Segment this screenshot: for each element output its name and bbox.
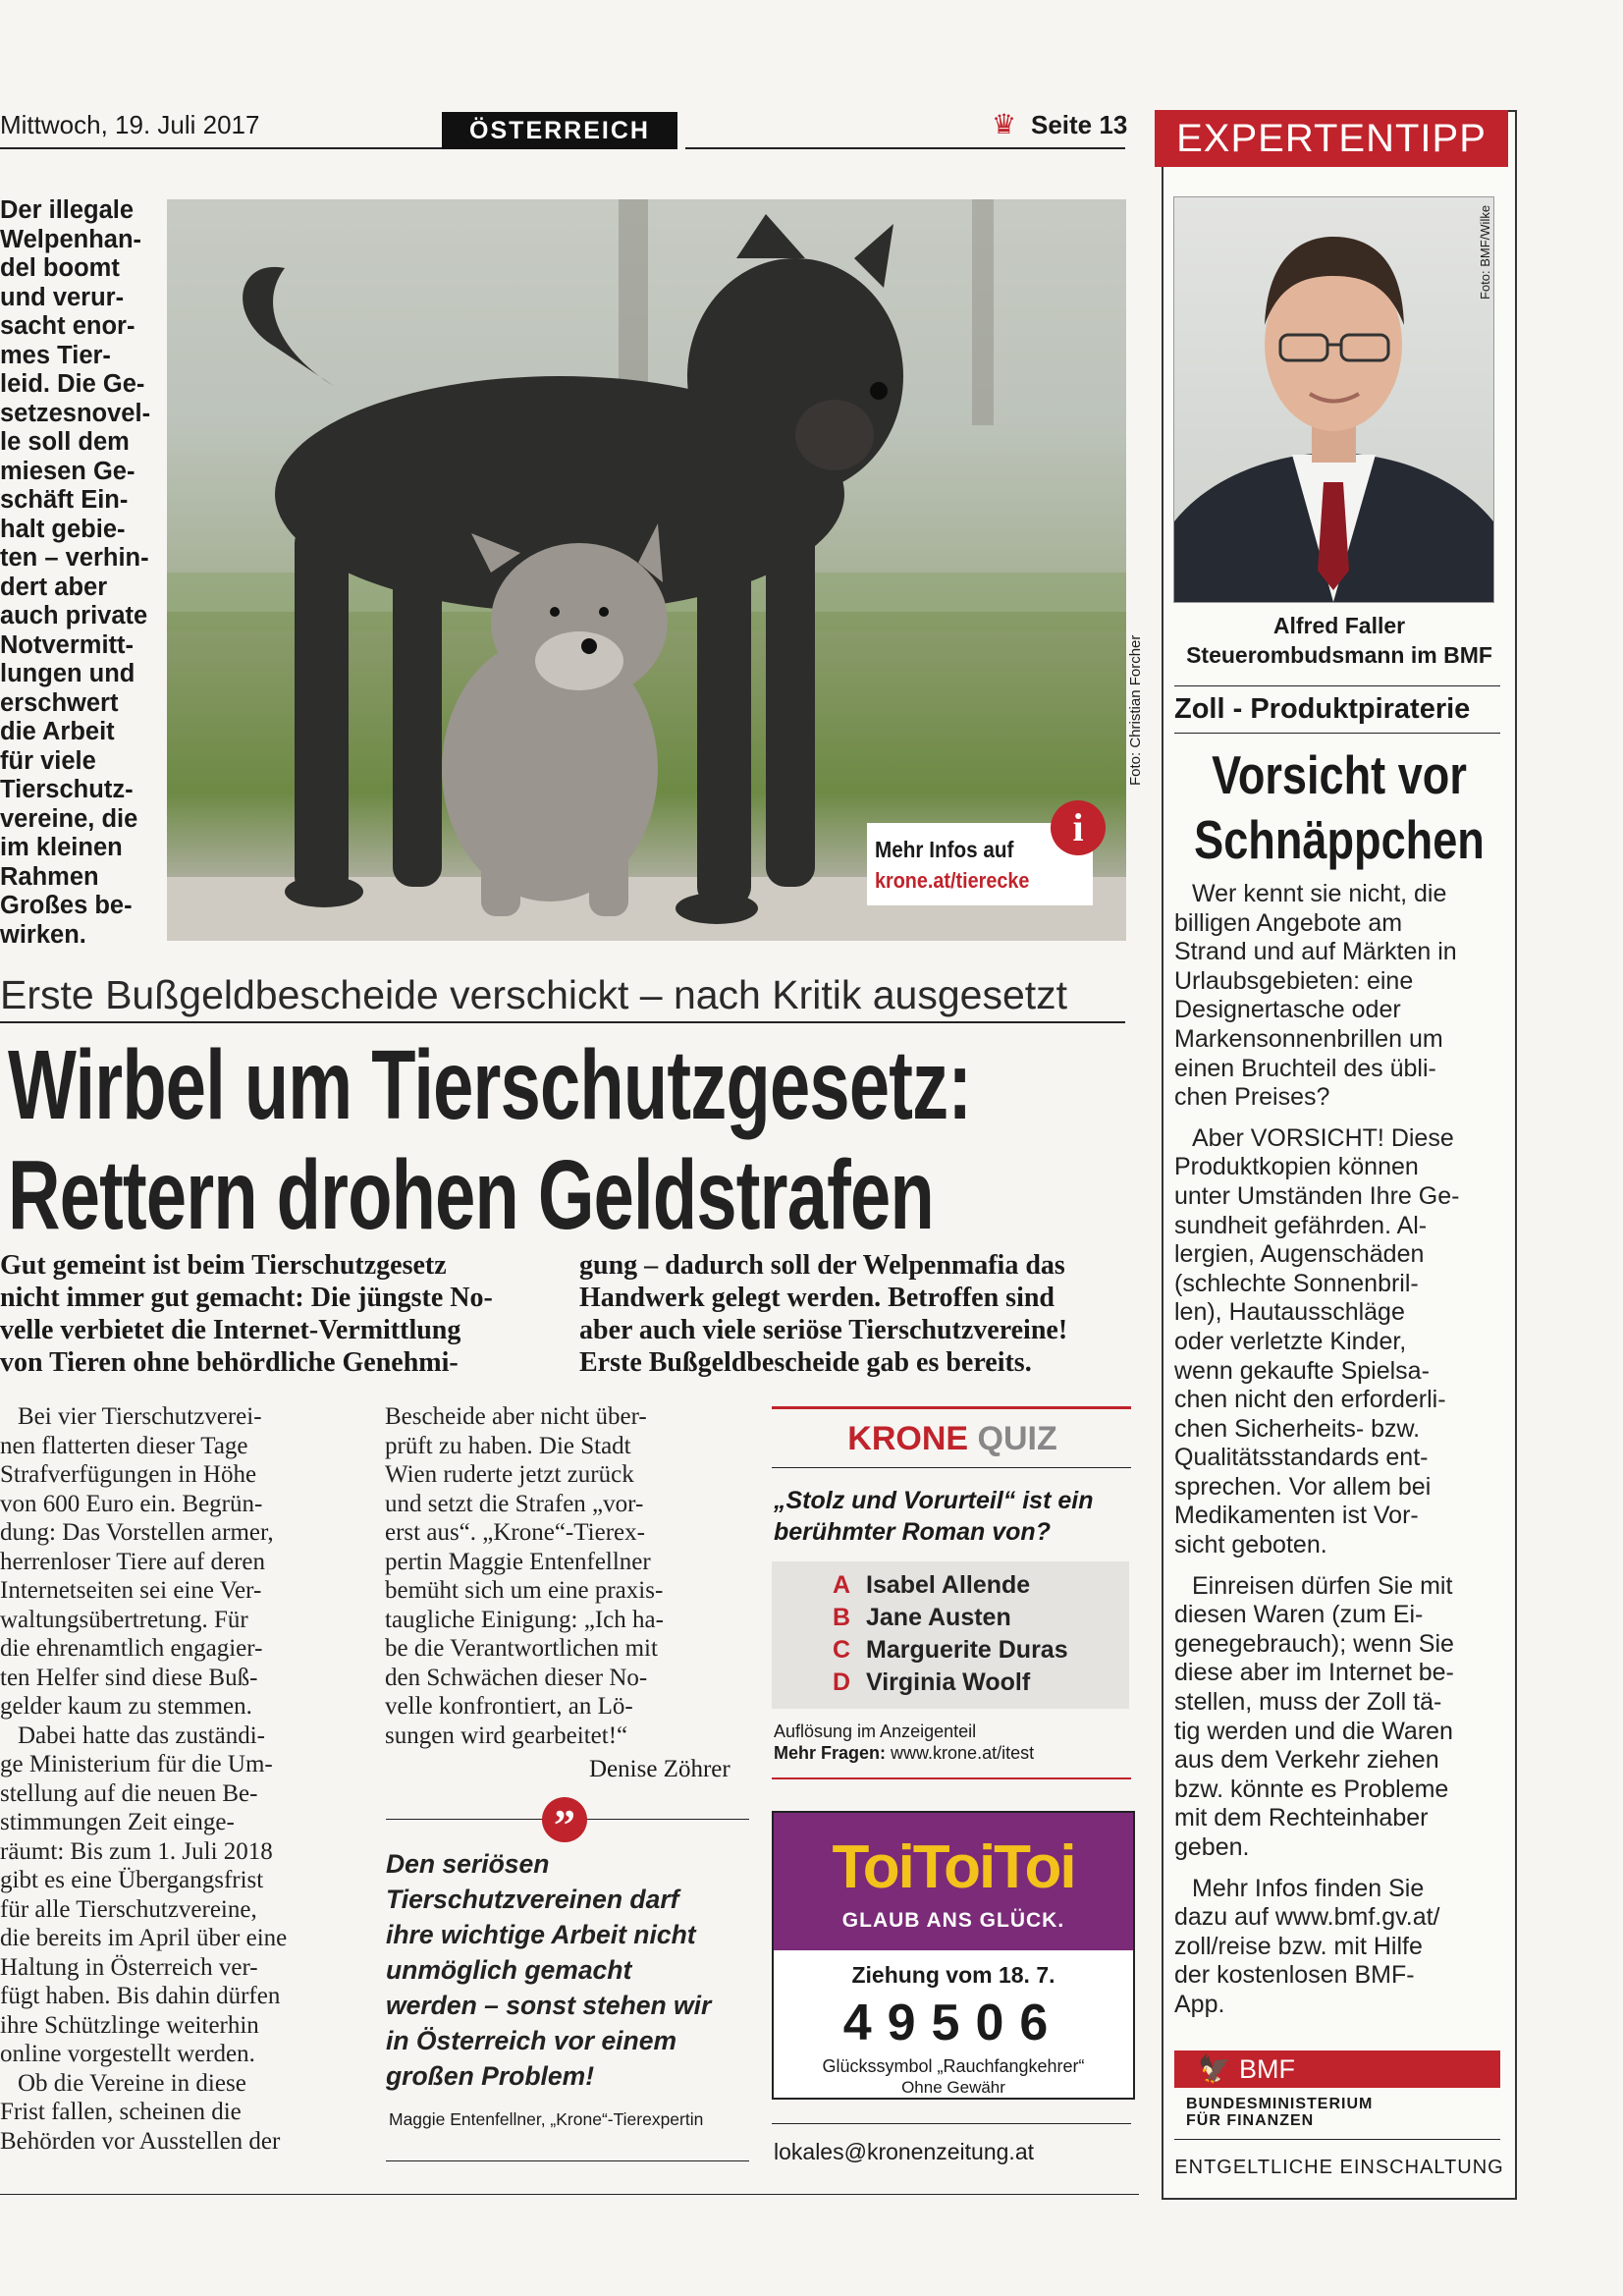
expert-text-line: diese aber im Internet be- — [1174, 1659, 1454, 1687]
quiz-more-label: Mehr Fragen: — [774, 1743, 887, 1763]
expert-text-line: Aber VORSICHT! Diese — [1192, 1123, 1454, 1152]
quiz-rule-bottom — [772, 1777, 1131, 1779]
kicker-rule — [0, 1021, 1125, 1023]
body-line: prüft zu haben. Die Stadt — [385, 1432, 631, 1459]
body-line: die ehrenamtlich engagier- — [0, 1635, 263, 1662]
expert-text-line: tig werden und die Waren — [1174, 1717, 1453, 1745]
expert-text-line: Designertasche oder — [1174, 996, 1401, 1024]
body-line: sungen wird gearbeitet!“ — [385, 1722, 628, 1749]
body-line: gibt es eine Übergangsfrist — [0, 1867, 264, 1893]
intro-line: setzesnovel- — [0, 399, 151, 427]
body-line: Frist fallen, scheinen die — [0, 2099, 242, 2125]
paid-rule — [1174, 2139, 1500, 2140]
photo-credit: Foto: Christian Forcher — [1127, 634, 1144, 786]
intro-line: Der illegale — [0, 196, 135, 224]
body-line: Behörden vor Ausstellen der — [0, 2127, 281, 2155]
quiz-answer-letter: D — [833, 1668, 851, 1696]
quote-line: großen Problem! — [386, 2061, 595, 2091]
expert-text-line: mit dem Rechteinhaber — [1174, 1804, 1429, 1832]
quiz-answer-text: Virginia Woolf — [866, 1668, 1031, 1696]
body-line: be die Verantwortlichen mit — [385, 1635, 658, 1662]
contact-email[interactable]: lokales@kronenzeitung.at — [774, 2139, 1035, 2164]
expert-text — [1174, 880, 1503, 2020]
expert-text-line: einen Bruchteil des übli- — [1174, 1054, 1436, 1082]
lead-line: nicht immer gut gemacht: Die jüngste No- — [0, 1283, 493, 1313]
ministry-line: BUNDESMINISTERIUM — [1186, 2096, 1374, 2112]
lead-line: aber auch viele seriöse Tierschutzvereine! — [579, 1315, 1068, 1345]
expert-topic: Zoll - Produktpiraterie — [1174, 693, 1471, 725]
lead-line: gung – dadurch soll der Welpenmafia das — [579, 1250, 1065, 1281]
expert-text-line: Mehr Infos finden Sie — [1192, 1874, 1425, 1902]
lead-line: Gut gemeint ist beim Tierschutzgesetz — [0, 1250, 447, 1281]
expert-text-line: Einreisen dürfen Sie mit — [1192, 1571, 1453, 1600]
headline-line-1: Wirbel um Tierschutzgesetz: — [8, 1030, 972, 1140]
intro-line: auch private — [0, 602, 148, 629]
quote-line: in Österreich vor einem — [386, 2026, 677, 2055]
lottery-note: Ohne Gewähr — [901, 2078, 1005, 2097]
intro-line: im kleinen — [0, 834, 123, 861]
body-line: Bei vier Tierschutzverei- — [18, 1403, 262, 1430]
expert-text-line: Markensonnenbrillen um — [1174, 1024, 1443, 1053]
quiz-rule — [772, 1467, 1131, 1468]
quiz-question — [774, 1485, 1127, 1548]
expert-title-line-2: Schnäppchen — [1194, 809, 1485, 870]
intro-line: erschwert — [0, 688, 119, 717]
quote-icon: ” — [542, 1797, 587, 1842]
expert-text-line: Urlaubsgebieten: eine — [1174, 966, 1414, 995]
intro-line: ten – verhin- — [0, 544, 149, 572]
header-rule-right — [685, 147, 1125, 149]
quiz-solution-note: Auflösung im Anzeigenteil — [774, 1722, 977, 1741]
expert-text-line: billigen Angebote am — [1174, 908, 1403, 937]
intro-text — [0, 196, 159, 950]
body-line: für alle Tierschutzvereine, — [0, 1895, 257, 1923]
intro-line: die Arbeit — [0, 718, 115, 745]
expert-name-block — [1162, 611, 1517, 670]
expert-text-line: der kostenlosen BMF- — [1174, 1961, 1415, 1990]
expert-text-line: stellen, muss der Zoll tä- — [1174, 1688, 1442, 1717]
expert-text-line: genegebrauch); wenn Sie — [1174, 1629, 1454, 1658]
headline-line-2: Rettern drohen Geldstrafen — [8, 1140, 934, 1250]
expert-text-line: diesen Waren (zum Ei- — [1174, 1601, 1424, 1629]
bmf-logo: BMF — [1239, 2054, 1295, 2084]
intro-line: Rahmen — [0, 862, 99, 891]
quiz-answer — [833, 1636, 1068, 1665]
intro-line: Tierschutz- — [0, 776, 134, 803]
expert-text-line: dazu auf www.bmf.gv.at/ — [1174, 1903, 1440, 1932]
quiz-more-url[interactable]: www.krone.at/itest — [891, 1743, 1035, 1763]
expert-name: Alfred Faller — [1272, 613, 1406, 638]
body-line: herrenloser Tiere auf deren — [0, 1548, 266, 1575]
lottery-draw-date: Ziehung vom 18. 7. — [851, 1962, 1055, 1988]
quiz-answer — [833, 1668, 1030, 1697]
intro-line: lungen und — [0, 660, 135, 687]
lottery-number: 49506 — [842, 1995, 1064, 2051]
expert-text-line: Qualitätsstandards ent- — [1174, 1444, 1429, 1472]
lottery-symbol: Glückssymbol „Rauchfangkehrer“ — [822, 2056, 1085, 2076]
intro-line: dert aber — [0, 573, 108, 601]
body-column-2 — [385, 1402, 748, 1750]
body-line: und setzt die Strafen „vor- — [385, 1490, 644, 1517]
quote-line: Tierschutzvereinen darf — [386, 1885, 679, 1914]
body-line: bemüht sich um eine praxis- — [385, 1577, 664, 1604]
intro-line: vereine, die — [0, 804, 138, 833]
expert-text-line: geben. — [1174, 1833, 1250, 1861]
expert-text-line: aus dem Verkehr ziehen — [1174, 1746, 1439, 1775]
quiz-question-line: berühmter Roman von? — [774, 1518, 1051, 1546]
body-line: pertin Maggie Entenfellner — [385, 1548, 651, 1575]
quiz-answer-letter: C — [833, 1636, 851, 1664]
lottery-logo: ToiToiToi — [832, 1833, 1075, 1901]
quiz-answer — [833, 1604, 1011, 1632]
topic-rule-bottom — [1174, 733, 1500, 734]
expert-text-line: len), Hautausschläge — [1174, 1298, 1405, 1327]
expert-text-line: Strand und auf Märkten in — [1174, 938, 1457, 966]
body-line: taugliche Einigung: „Ich ha- — [385, 1606, 664, 1633]
ministry-line: FÜR FINANZEN — [1186, 2112, 1315, 2129]
expert-text-line: Produktkopien können — [1174, 1153, 1419, 1181]
portrait-illustration — [1174, 197, 1493, 602]
body-line: Bescheide aber nicht über- — [385, 1403, 647, 1430]
body-line: dung: Das Vorstellen armer, — [0, 1519, 274, 1546]
expert-text-line: Medikamenten ist Vor- — [1174, 1502, 1419, 1530]
quiz-answer-letter: B — [833, 1604, 851, 1631]
body-line: ihre Schützlinge weiterhin — [0, 2011, 259, 2039]
intro-line: mes Tier- — [0, 341, 111, 369]
lead-column-1 — [0, 1249, 550, 1379]
paid-notice: ENTGELTLICHE EINSCHALTUNG — [1174, 2157, 1504, 2178]
body-line: stimmungen Zeit einge- — [0, 1809, 235, 1835]
expert-title — [1194, 742, 1486, 872]
expert-portrait — [1173, 196, 1494, 603]
more-info-url[interactable]: krone.at/tierecke — [875, 868, 1030, 893]
intro-line: und verur- — [0, 283, 125, 311]
expert-text-line: App. — [1174, 1990, 1225, 2018]
portrait-credit: Foto: BMF/Wilke — [1478, 204, 1492, 300]
expert-text-line: wenn gekaufte Spielsa- — [1174, 1356, 1430, 1385]
body-column-1 — [0, 1402, 361, 2156]
body-line: waltungsübertretung. Für — [0, 1606, 248, 1633]
section-label: ÖSTERREICH — [442, 112, 677, 149]
quote-source: Maggie Entenfellner, „Krone“-Tierexpertin — [389, 2109, 704, 2129]
lottery-banner — [774, 1813, 1133, 1950]
body-line: die bereits im April über eine — [0, 1925, 288, 1951]
issue-date: Mittwoch, 19. Juli 2017 — [0, 110, 260, 139]
quiz-answer-text: Jane Austen — [866, 1604, 1011, 1631]
intro-line: Welpenhan- — [0, 225, 142, 253]
quiz-answers — [772, 1561, 1129, 1709]
bmf-logo-bar — [1174, 2050, 1500, 2088]
quiz-answer-text: Marguerite Duras — [866, 1636, 1068, 1664]
expert-text-line: chen nicht den erforderli- — [1174, 1386, 1446, 1414]
expert-text-line: sprechen. Vor allem bei — [1174, 1472, 1432, 1501]
quiz-question-line: „Stolz und Vorurteil“ ist ein — [774, 1487, 1094, 1514]
intro-line: schäft Ein- — [0, 486, 129, 514]
quote-line: ihre wichtige Arbeit nicht — [386, 1920, 696, 1949]
body-line: Dabei hatte das zuständi- — [18, 1722, 265, 1749]
expert-title-line-1: Vorsicht vor — [1212, 744, 1467, 805]
body-line: Wien ruderte jetzt zurück — [385, 1461, 634, 1488]
crown-icon: ♛ — [992, 110, 1017, 140]
lead-line: von Tieren ohne behördliche Genehmi- — [0, 1347, 459, 1378]
body-line: ten Helfer sind diese Buß- — [0, 1664, 258, 1691]
intro-line: Notvermitt- — [0, 630, 135, 659]
page-bottom-rule — [0, 2194, 1139, 2195]
body-line: Strafverfügungen in Höhe — [0, 1461, 257, 1488]
expert-header: EXPERTENTIPP — [1155, 110, 1508, 167]
pull-quote — [386, 1846, 749, 2094]
quiz-word: QUIZ — [977, 1420, 1057, 1457]
body-line: den Schwächen dieser No- — [385, 1664, 648, 1691]
info-icon: i — [1051, 800, 1106, 855]
lead-line: velle verbietet die Internet-Vermittlung — [0, 1315, 461, 1345]
quiz-brand: KRONE — [847, 1420, 969, 1457]
intro-line: del boomt — [0, 254, 120, 282]
body-line: gelder kaum zu stemmen. — [0, 1693, 252, 1720]
intro-line: sacht enor- — [0, 312, 135, 340]
body-line: online vorgestellt werden. — [0, 2041, 255, 2067]
quiz-solution — [774, 1721, 1034, 1764]
eagle-icon: 🦅 — [1198, 2054, 1231, 2084]
quote-rule-bottom — [386, 2160, 749, 2161]
intro-line: wirken. — [0, 920, 86, 949]
quiz-answer-letter: A — [833, 1571, 851, 1599]
expert-text-line: bzw. könnte es Probleme — [1174, 1775, 1449, 1803]
body-line: Ob die Vereine in diese — [18, 2069, 246, 2097]
quote-line: werden – sonst stehen wir — [386, 1991, 712, 2020]
expert-text-line: Wer kennt sie nicht, die — [1192, 880, 1447, 907]
expert-text-line: chen Sicherheits- bzw. — [1174, 1414, 1421, 1443]
body-line: nen flatterten dieser Tage — [0, 1432, 248, 1459]
intro-line: Großes be- — [0, 892, 133, 919]
body-line: Haltung in Österreich ver- — [0, 1953, 258, 1981]
expert-text-line: chen Preises? — [1174, 1083, 1330, 1112]
body-line: velle konfrontiert, an Lö- — [385, 1693, 633, 1720]
more-info-text: Mehr Infos auf — [875, 837, 1014, 862]
lottery-slogan: GLAUB ANS GLÜCK. — [841, 1909, 1065, 1932]
body-line: von 600 Euro ein. Begrün- — [0, 1490, 263, 1517]
intro-line: leid. Die Ge- — [0, 370, 145, 398]
body-line: ge Ministerium für die Um- — [0, 1751, 273, 1777]
page-number: Seite 13 — [1031, 110, 1128, 139]
body-line: stellung auf die neuen Be- — [0, 1779, 258, 1807]
lead-line: Handwerk gelegt werden. Betroffen sind — [579, 1283, 1055, 1313]
quote-line: unmöglich gemacht — [386, 1955, 632, 1985]
quiz-answer — [833, 1571, 1030, 1600]
expert-text-line: zoll/reise bzw. mit Hilfe — [1174, 1932, 1423, 1960]
quiz-rule-top — [772, 1406, 1131, 1409]
expert-role: Steuerombudsmann im BMF — [1186, 642, 1492, 668]
contact-rule — [772, 2123, 1131, 2124]
expert-text-line: unter Umständen Ihre Ge- — [1174, 1181, 1460, 1210]
expert-text-line: lergien, Augenschäden — [1174, 1240, 1425, 1269]
article-kicker: Erste Bußgeldbescheide verschickt – nach Kritik ausgesetzt — [0, 972, 1068, 1017]
lottery-box — [772, 1811, 1135, 2100]
expert-text-line: (schlechte Sonnenbril- — [1174, 1269, 1419, 1297]
body-line: erst aus“. „Krone“-Tierex- — [385, 1519, 645, 1546]
quiz-title — [785, 1420, 1119, 1458]
intro-line: halt gebie- — [0, 515, 126, 543]
body-line: räumt: Bis zum 1. Juli 2018 — [0, 1837, 273, 1865]
article-author: Denise Zöhrer — [589, 1756, 730, 1782]
quiz-answer-text: Isabel Allende — [866, 1571, 1031, 1599]
quote-line: Den seriösen — [386, 1849, 550, 1879]
lead-column-2 — [579, 1249, 1129, 1379]
intro-line: für viele — [0, 746, 96, 775]
header-rule-left — [0, 147, 442, 149]
lead-line: Erste Bußgeldbescheide gab es bereits. — [579, 1347, 1032, 1378]
intro-line: miesen Ge- — [0, 457, 135, 485]
body-line: fügt haben. Bis dahin dürfen — [0, 1983, 281, 2009]
expert-text-line: sicht geboten. — [1174, 1531, 1327, 1559]
ministry-name — [1186, 2096, 1373, 2129]
expert-text-line: sundheit gefährden. Al- — [1174, 1211, 1428, 1239]
topic-rule-top — [1174, 685, 1500, 686]
expert-text-line: oder verletzte Kinder, — [1174, 1327, 1407, 1355]
intro-line: le soll dem — [0, 428, 130, 456]
body-line: Internetseiten sei eine Ver- — [0, 1577, 262, 1604]
